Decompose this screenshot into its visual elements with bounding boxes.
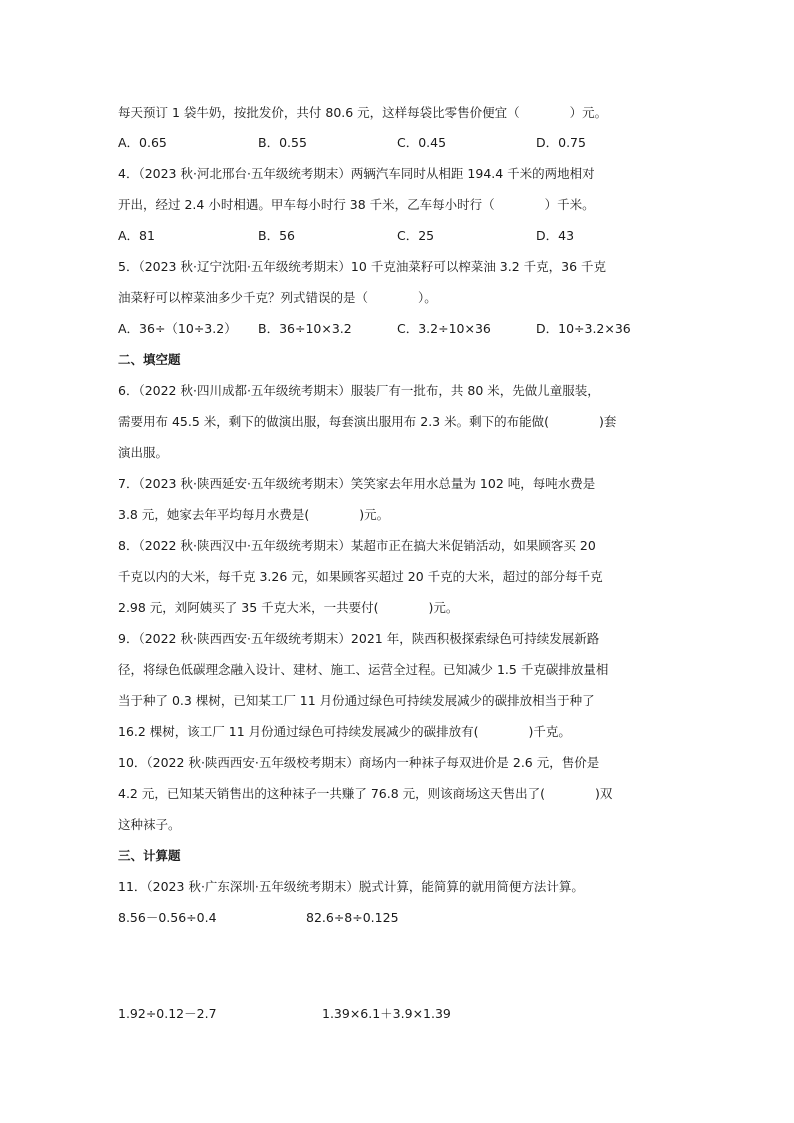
q4-option-b[interactable]: B．56 [258, 228, 295, 243]
q7-line-1: 7．（2023 秋·陕西延安·五年级统考期末）笑笑家去年用水总量为 102 吨，每吨水费是 [118, 476, 596, 491]
q4-option-d[interactable]: D．43 [536, 228, 575, 243]
q10-line-3: 这种袜子。 [118, 817, 181, 832]
q6-line-3: 演出服。 [118, 445, 169, 460]
q9-line-1: 9．（2022 秋·陕西西安·五年级统考期末）2021 年，陕西积极探索绿色可持续发展新路 [118, 631, 600, 646]
q5-option-c[interactable]: C．3.2÷10×36 [397, 321, 491, 336]
q8-line-3: 2.98 元，刘阿姨买了 35 千克大米，一共要付( )元。 [118, 600, 459, 615]
q5-line-2: 油菜籽可以榨菜油多少千克？列式错误的是（ ）。 [118, 290, 437, 305]
q8-line-1: 8．（2022 秋·陕西汉中·五年级统考期末）某超市正在搞大米促销活动，如果顾客买 20 [118, 538, 596, 553]
q4-line-2: 开出，经过 2.4 小时相遇。甲车每小时行 38 千米，乙车每小时行（ ）千米。 [118, 197, 595, 212]
q9-line-3: 当于种了 0.3 棵树，已知某工厂 11 月份通过绿色可持续发展减少的碳排放相当于种了 [118, 693, 595, 708]
q5-line-1: 5．（2023 秋·辽宁沈阳·五年级统考期末）10 千克油菜籽可以榨菜油 3.2 千克，36 千克 [118, 259, 607, 274]
q11-line-1: 11．（2023 秋·广东深圳·五年级统考期末）脱式计算，能简算的就用简便方法计算。 [118, 879, 584, 894]
q11-expression-4: 1.39×6.1＋3.9×1.39 [322, 1006, 451, 1021]
q11-expression-1: 8.56－0.56÷0.4 [118, 910, 217, 925]
q4-option-c[interactable]: C．25 [397, 228, 435, 243]
q7-line-2: 3.8 元，她家去年平均每月水费是( )元。 [118, 507, 390, 522]
q3-option-d[interactable]: D．0.75 [536, 135, 586, 150]
q8-line-2: 千克以内的大米，每千克 3.26 元，如果顾客买超过 20 千克的大米，超过的部分每千克 [118, 569, 603, 584]
q11-expression-3: 1.92÷0.12－2.7 [118, 1006, 217, 1021]
q3-option-c[interactable]: C．0.45 [397, 135, 447, 150]
q10-line-2: 4.2 元，已知某天销售出的这种袜子一共赚了 76.8 元，则该商场这天售出了( )双 [118, 786, 613, 801]
q6-line-1: 6．（2022 秋·四川成都·五年级统考期末）服装厂有一批布，共 80 米，先做儿童服装， [118, 383, 600, 398]
q11-expression-2: 82.6÷8÷0.125 [306, 910, 399, 925]
q5-option-b[interactable]: B．36÷10×3.2 [258, 321, 352, 336]
q10-line-1: 10．（2022 秋·陕西西安·五年级校考期末）商场内一种袜子每双进价是 2.6 元，售价是 [118, 755, 600, 770]
q3-option-b[interactable]: B．0.55 [258, 135, 307, 150]
q5-option-a[interactable]: A．36÷（10÷3.2） [118, 321, 237, 336]
q9-line-2: 径，将绿色低碳理念融入设计、建材、施工、运营全过程。已知减少 1.5 千克碳排放量相 [118, 662, 609, 677]
q3-option-a[interactable]: A．0.65 [118, 135, 167, 150]
q4-option-a[interactable]: A．81 [118, 228, 155, 243]
q4-line-1: 4．（2023 秋·河北邢台·五年级统考期末）两辆汽车同时从相距 194.4 千米的两地相对 [118, 166, 595, 181]
q3-tail-line: 每天预订 1 袋牛奶，按批发价，共付 80.6 元，这样每袋比零售价便宜（ ）元。 [118, 105, 608, 120]
q6-line-2: 需要用布 45.5 米，剩下的做演出服，每套演出服用布 2.3 米。剩下的布能做( )套 [118, 414, 617, 429]
q5-option-d[interactable]: D．10÷3.2×36 [536, 321, 631, 336]
q9-line-4: 16.2 棵树，该工厂 11 月份通过绿色可持续发展减少的碳排放有( )千克。 [118, 724, 571, 739]
section-heading-calculation: 三、计算题 [118, 848, 181, 863]
section-heading-fill-blank: 二、填空题 [118, 352, 181, 367]
